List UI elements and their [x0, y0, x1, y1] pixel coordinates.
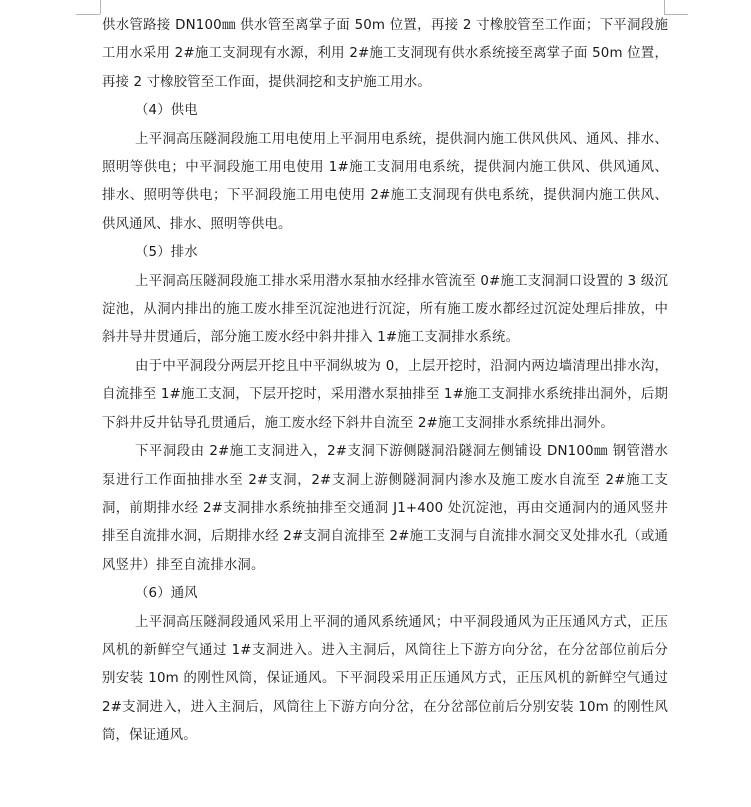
paragraph-drainage-middle: 由于中平洞段分两层开挖且中平洞纵坡为 0，上层开挖时，沿洞内两边墙清理出排水沟，自流排至 1#施工支洞，下层开挖时，采用潜水泵抽排至 1#施工支洞排水系统排出洞外，后期下斜井反井钻导孔贯通后，施工废水经下斜井自流至 2#施工支洞排水系统排出洞外。 [102, 358, 668, 431]
document-body [102, 12, 668, 751]
paragraph-drainage-lower: 下平洞段由 2#施工支洞进入，2#支洞下游侧隧洞沿隧洞左侧铺设 DN100㎜ 钢管潜水泵进行工作面抽排水至 2#支洞，2#支洞上游侧隧洞洞内渗水及施工废水自流至 2#施工支洞，前期排水经 2#支洞排水系统抽排至交通洞 J1+400 处沉淀池，再由交通洞内的通风竖井排至自流排水洞，后期排水经 2#支洞自流排至 2#施工支洞与自流排水洞交叉处排水孔（或通风竖井）排至自流排水洞。 [102, 444, 668, 573]
paragraph-water-supply-continued: 供水管路接 DN100㎜ 供水管至离掌子面 50m 位置，再接 2 寸橡胶管至工作面；下平洞段施工用水采用 2#施工支洞现有水源，利用 2#施工支洞现有供水系统接至离掌子面 50m 位置，再接 2 寸橡胶管至工作面，提供洞挖和支护施工用水。 [102, 18, 668, 90]
paragraph-drainage-upper: 上平洞高压隧洞段施工排水采用潜水泵抽水经排水管流至 0#施工支洞洞口设置的 3 级沉淀池，从洞内排出的施工废水排至沉淀池进行沉淀，所有施工废水都经过沉淀处理后排放，中斜井导井贯通后，部分施工废水经中斜井排入 1#施工支洞排水系统。 [102, 273, 668, 346]
heading-ventilation: （6）通风 [135, 586, 198, 602]
paragraph-power-supply: 上平洞高压隧洞段施工用电使用上平洞用电系统，提供洞内施工供风供风、通风、排水、照明等供电；中平洞段施工用电使用 1#施工支洞用电系统，提供洞内施工供风、供风通风、排水、照明等供电；下平洞段施工用电使用 2#施工支洞现有供电系统，提供洞内施工供风、供风通风、排水、照明等供电。 [102, 131, 668, 232]
paragraph-ventilation: 上平洞高压隧洞段通风采用上平洞的通风系统通风；中平洞段通风为正压通风方式，正压风机的新鲜空气通过 1#支洞进入。进入主洞后，风筒往上下游方向分岔，在分岔部位前后分别安装 10m 的刚性风筒，保证通风。下平洞段采用正压通风方式，正压风机的新鲜空气通过 2#支洞进入，进入主洞后，风筒往上下游方向分岔，在分岔部位前后分别安装 10m 的刚性风筒，保证通风。 [102, 614, 668, 744]
heading-power-supply: （4）供电 [135, 103, 198, 119]
page-corner-mark-left-horizontal [76, 14, 100, 15]
page-corner-mark-left [100, 0, 101, 14]
heading-drainage: （5）排水 [135, 245, 198, 261]
